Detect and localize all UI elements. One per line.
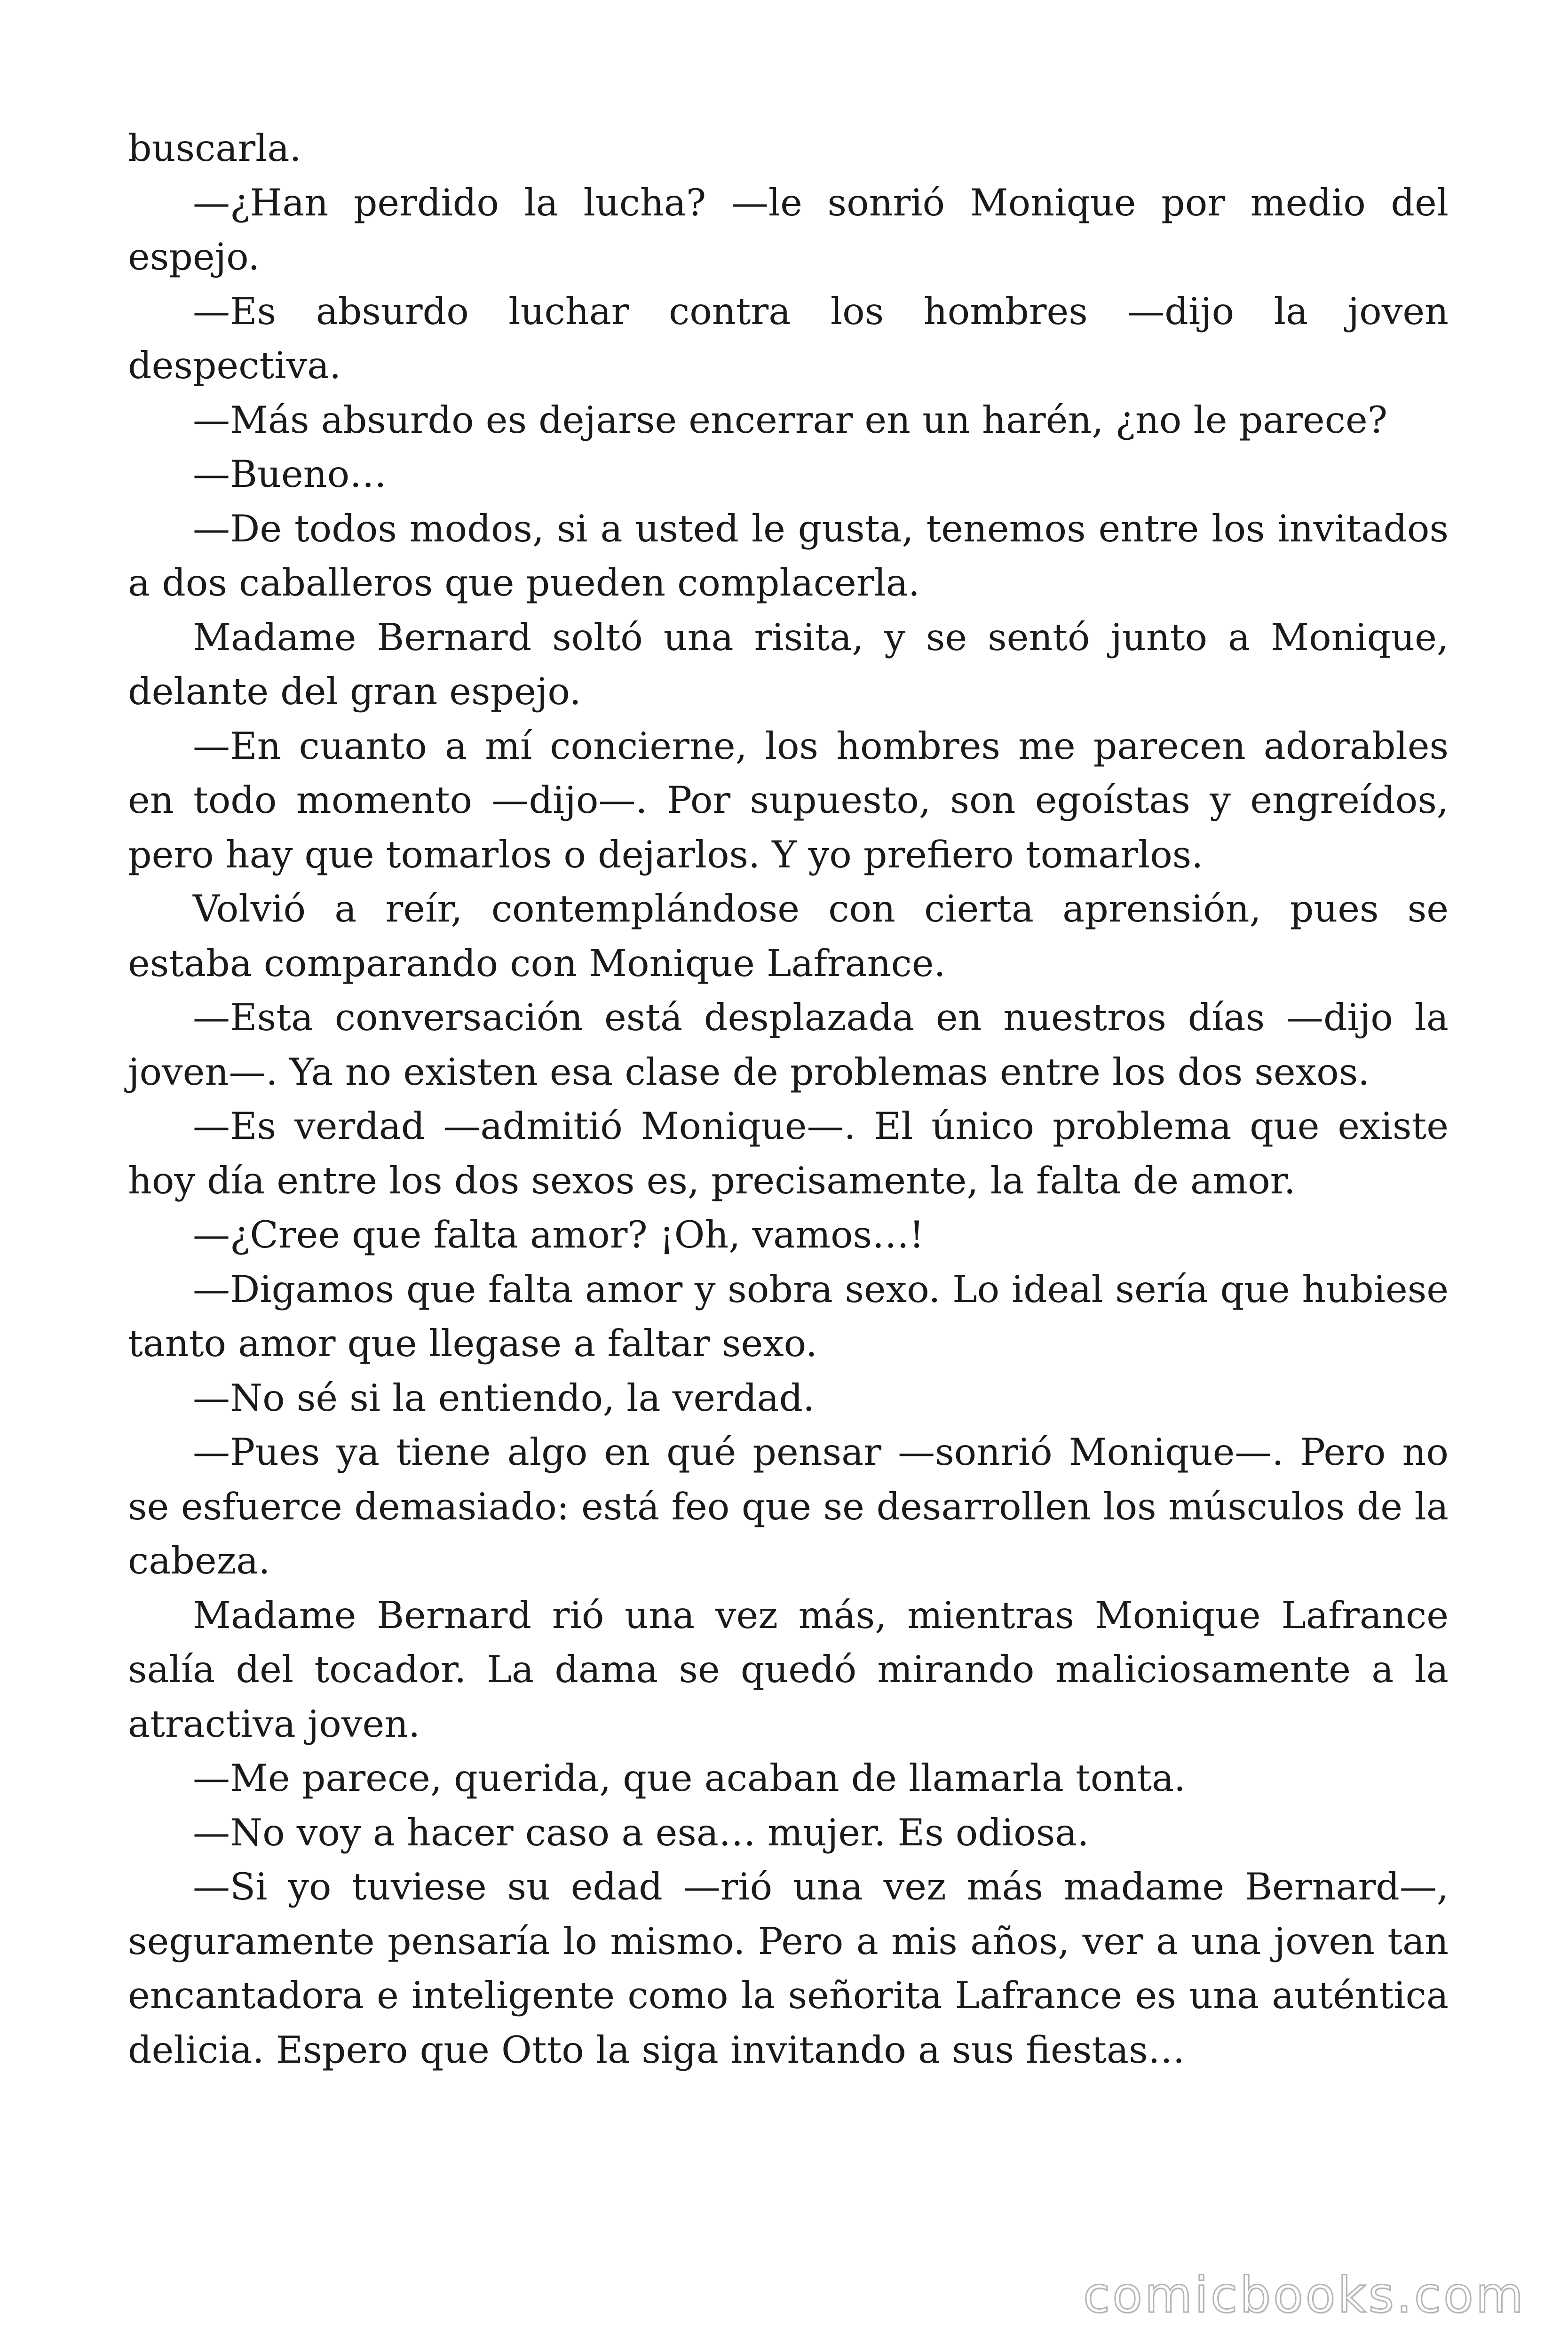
paragraph: —No voy a hacer caso a esa… mujer. Es odiosa. [193, 1811, 1089, 1854]
paragraph: —Es verdad —admitió Monique—. El único problema que existe hoy día entre los dos sexos es, precisamente, la falta de amor. [128, 1104, 1449, 1202]
paragraph: buscarla. [128, 127, 301, 170]
paragraph: —Pues ya tiene algo en qué pensar —sonrió Monique—. Pero no se esfuerce demasiado: está feo que se desarrollen los músculos de la cabeza. [128, 1430, 1449, 1582]
paragraph: —No sé si la entiendo, la verdad. [193, 1376, 815, 1420]
paragraph: —Más absurdo es dejarse encerrar en un harén, ¿no le parece? [193, 398, 1388, 442]
watermark: comicbooks.com [1083, 2266, 1526, 2324]
paragraph: —De todos modos, si a usted le gusta, tenemos entre los invitados a dos caballeros que pueden complacerla. [128, 507, 1449, 604]
paragraph: —Digamos que falta amor y sobra sexo. Lo ideal sería que hubiese tanto amor que llegase a faltar sexo. [128, 1267, 1449, 1365]
paragraph: —Bueno… [193, 453, 387, 496]
paragraph: —¿Cree que falta amor? ¡Oh, vamos…! [193, 1213, 924, 1256]
page-body [128, 121, 1449, 2077]
paragraph: —Si yo tuviese su edad —rió una vez más madame Bernard—, seguramente pensaría lo mismo. Pero a mis años, ver a una joven tan encantadora e inteligente como la señorita Lafrance es una auténtica delicia. Espero que Otto la siga invitando a sus fiestas… [128, 1865, 1449, 2072]
paragraph: Volvió a reír, contemplándose con cierta aprensión, pues se estaba comparando con Monique Lafrance. [128, 887, 1449, 985]
paragraph: —Esta conversación está desplazada en nuestros días —dijo la joven—. Ya no existen esa clase de problemas entre los dos sexos. [128, 996, 1449, 1094]
paragraph: —¿Han perdido la lucha? —le sonrió Monique por medio del espejo. [128, 181, 1449, 278]
paragraph: —En cuanto a mí concierne, los hombres me parecen adorables en todo momento —dijo—. Por supuesto, son egoístas y engreídos, pero hay que tomarlos o dejarlos. Y yo prefiero tomarlos. [128, 724, 1449, 876]
paragraph: Madame Bernard soltó una risita, y se sentó junto a Monique, delante del gran espejo. [128, 615, 1449, 713]
paragraph: —Me parece, querida, que acaban de llamarla tonta. [193, 1756, 1186, 1800]
paragraph: Madame Bernard rió una vez más, mientras Monique Lafrance salía del tocador. La dama se quedó mirando maliciosamente a la atractiva joven. [128, 1593, 1449, 1746]
paragraph: —Es absurdo luchar contra los hombres —dijo la joven despectiva. [128, 289, 1449, 387]
